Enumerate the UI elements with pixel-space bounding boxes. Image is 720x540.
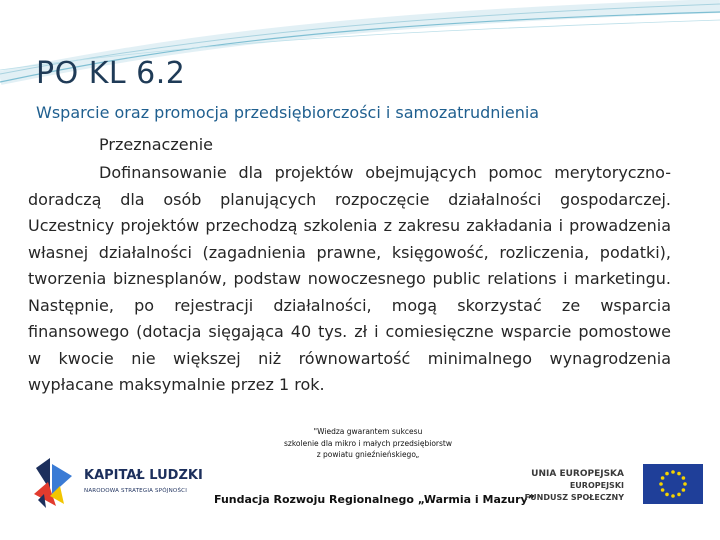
body-paragraph: Dofinansowanie dla projektów obejmujących pomoc merytoryczno-doradczą dla osób planujących rozpoczęcie działalności gospodarczej. Uczestnicy projektów przechodzą szkolenia z zakresu zakładania i prowadzenia własnej działalności (zagadnienia prawne, księgowość, rozliczenia, podatki), tworzenia biznesplanów, podstaw nowoczesnego public relations i marketingu. Następnie, po rejestracji działalności, mogą skorzystać ze wsparcia finansowego (dotacja sięgająca 40 tys. zł i comiesięczne wsparcie pomostowe w kwocie nie większej niż równowartość minimalnego wynagrodzenia wypłacane maksymalnie przez 1 rok. bbox=[28, 163, 671, 394]
section-heading: Przeznaczenie bbox=[99, 135, 213, 154]
kapital-ludzki-emblem-icon bbox=[30, 454, 80, 512]
eu-fund-line2: FUNDUSZ SPOŁECZNY bbox=[524, 493, 624, 502]
eu-fund-line1: EUROPEJSKI bbox=[569, 481, 624, 490]
footer bbox=[0, 427, 720, 540]
eu-fund-label bbox=[512, 468, 624, 504]
slogan-line: z powiatu gnieźnieńskiego„ bbox=[316, 450, 420, 459]
slogan-line: "Wiedza gwarantem sukcesu bbox=[313, 427, 423, 436]
slide-subtitle: Wsparcie oraz promocja przedsiębiorczości i samozatrudnienia bbox=[36, 103, 540, 122]
foundation-name: Fundacja Rozwoju Regionalnego „Warmia i Mazury” bbox=[214, 493, 535, 506]
eu-flag-icon bbox=[643, 464, 703, 504]
slide-title: PO KL 6.2 bbox=[36, 56, 186, 91]
kapital-ludzki-subtitle: NARODOWA STRATEGIA SPÓJNOŚCI bbox=[84, 488, 188, 494]
slogan-line: szkolenie dla mikro i małych przedsiębiorstw bbox=[284, 438, 452, 448]
kapital-ludzki-logo bbox=[30, 452, 210, 532]
eu-union-label: UNIA EUROPEJSKA bbox=[531, 469, 624, 479]
project-slogan bbox=[258, 426, 478, 461]
kapital-ludzki-title: KAPITAŁ LUDZKI bbox=[84, 468, 203, 483]
